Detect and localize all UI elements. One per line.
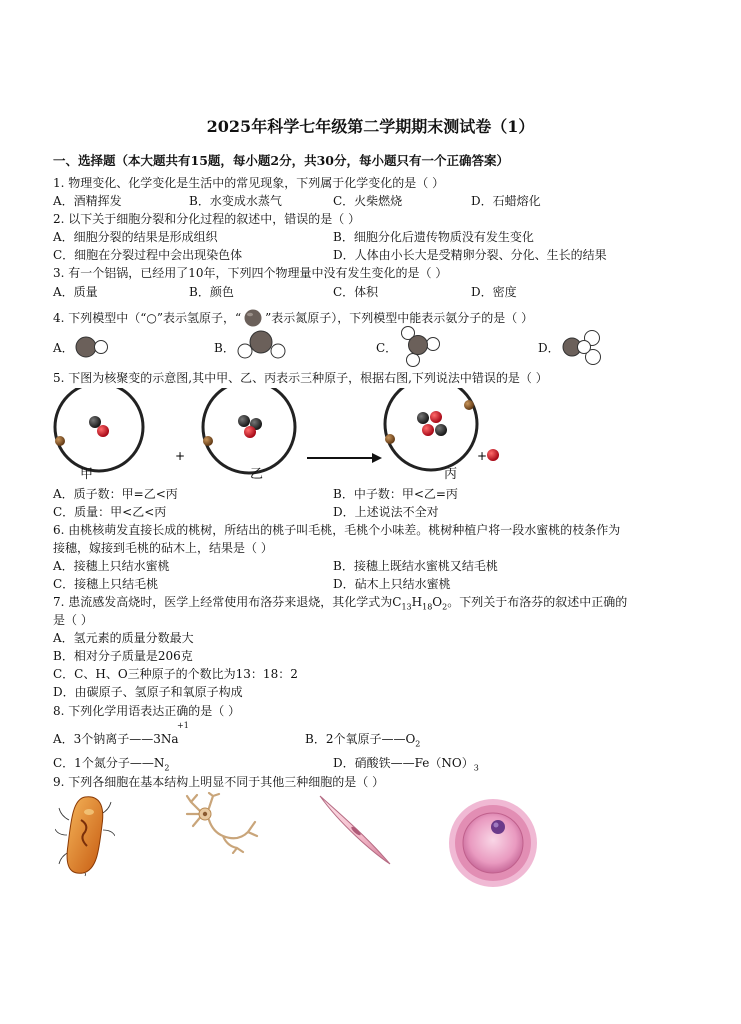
- question-1-stem: 1. 物理变化、化学变化是生活中的常见现象，下列属于化学变化的是（ ）: [53, 176, 445, 190]
- q6-option-c[interactable]: C．接穗上只结毛桃: [53, 577, 159, 591]
- plus-sign-1: +: [175, 449, 186, 463]
- section-heading: 一、选择题（本大题共有15题，每小题2分，共30分，每小题只有一个正确答案）: [53, 153, 509, 168]
- q7-option-b[interactable]: B．相对分子质量是206克: [53, 649, 193, 663]
- question-7-stem-line2: 是（ ）: [53, 613, 93, 627]
- q8-option-d-sub: 3: [473, 763, 479, 773]
- q5-option-a[interactable]: A．质子数：甲=乙<丙: [53, 487, 178, 501]
- atom-label-yi: 乙: [250, 467, 264, 482]
- molecule-model-c: [396, 324, 444, 368]
- q2-option-c[interactable]: C．细胞在分裂过程中会出现染色体: [53, 248, 243, 262]
- question-3-stem: 3. 有一个铝锅，已经用了10年，下列四个物理量中没有发生变化的是（ ）: [53, 266, 448, 280]
- q7-option-c[interactable]: C．C、H、O三种原子的个数比为13：18：2: [53, 667, 298, 681]
- formula-o: O: [432, 595, 443, 609]
- formula-sub-18: 18: [422, 602, 433, 612]
- q6-option-a[interactable]: A．接穗上只结水蜜桃: [53, 559, 170, 573]
- q8-option-b[interactable]: [305, 731, 420, 752]
- q8-option-c-text: C．1个氮分子——N: [53, 756, 165, 770]
- q1-option-a[interactable]: A．酒精挥发: [53, 194, 122, 208]
- q3-option-c[interactable]: C．体积: [333, 285, 379, 299]
- formula-sub-2: 2: [442, 602, 448, 612]
- q8-option-d-text: D．硝酸铁——Fe（NO）: [333, 756, 474, 770]
- q8-option-b-sub: 2: [415, 739, 421, 749]
- question-6-stem-line2: 接穗，嫁接到毛桃的砧木上，结果是（ ）: [53, 541, 273, 555]
- q8-option-c-sub: 2: [164, 763, 170, 773]
- molecule-model-a: [73, 334, 113, 360]
- q2-option-d[interactable]: D．人体由小长大是受精卵分裂、分化、生长的结果: [333, 248, 607, 262]
- q5-option-d[interactable]: D．上述说法不全对: [333, 505, 439, 519]
- q7-stem-part2: 。下列关于布洛芬的叙述中正确的: [447, 595, 628, 609]
- question-5-stem: 5. 下图为核聚变的示意图,其中甲、乙、丙表示三种原子，根据右图,下列说法中错误的是（ ）: [53, 371, 548, 385]
- muscle-cell-image: [318, 794, 392, 866]
- q4-option-c[interactable]: C．: [376, 341, 398, 355]
- q1-option-c[interactable]: C．火柴燃烧: [333, 194, 403, 208]
- molecule-model-b: [234, 328, 290, 362]
- question-4-stem: [53, 309, 533, 327]
- question-6-stem-line1: 6. 由桃核萌发直接长成的桃树，所结出的桃子叫毛桃，毛桃个小味差。桃树种植户将一段水蜜桃的枝条作为: [53, 523, 621, 537]
- nitrogen-atom-icon: [243, 309, 263, 327]
- q3-option-b[interactable]: B．颜色: [189, 285, 234, 299]
- q1-option-b[interactable]: B．水变成水蒸气: [189, 194, 282, 208]
- formula-sub-13: 13: [401, 602, 412, 612]
- q4-option-d[interactable]: D．: [538, 341, 560, 355]
- page-title: 2025年科学七年级第二学期期末测试卷（1）: [206, 117, 535, 136]
- atom-label-jia: 甲: [80, 467, 94, 482]
- q3-option-a[interactable]: A．质量: [53, 285, 98, 299]
- q2-option-a[interactable]: A．细胞分裂的结果是形成组织: [53, 230, 218, 244]
- sodium-charge-label: +1: [177, 721, 189, 730]
- bacterium-cell-image: [55, 790, 115, 880]
- q5-option-c[interactable]: C．质量：甲<乙<丙: [53, 505, 167, 519]
- q5-option-b[interactable]: B．中子数：甲<乙=丙: [333, 487, 458, 501]
- question-9-stem: 9. 下列各细胞在基本结构上明显不同于其他三种细胞的是（ ）: [53, 775, 385, 789]
- q4-option-a[interactable]: A．: [53, 341, 74, 355]
- plus-sign-2: +: [477, 449, 488, 463]
- q1-option-d[interactable]: D．石蜡熔化: [471, 194, 541, 208]
- q3-option-d[interactable]: D．密度: [471, 285, 517, 299]
- question-8-stem: 8. 下列化学用语表达正确的是（ ）: [53, 704, 241, 718]
- atom-label-bing: 丙: [444, 467, 458, 482]
- q7-stem-part1: 7. 患流感发高烧时，医学上经常使用布洛芬来退烧，其化学式为C: [53, 595, 402, 609]
- neuron-cell-image: [183, 792, 263, 854]
- formula-h: H: [411, 595, 423, 609]
- molecule-model-d: [558, 326, 606, 368]
- question-2-stem: 2. 以下关于细胞分裂和分化过程的叙述中，错误的是（ ）: [53, 212, 361, 226]
- egg-cell-image: [446, 796, 540, 890]
- q8-option-b-text: B．2个氧原子——O: [305, 732, 416, 746]
- q2-option-b[interactable]: B．细胞分化后遗传物质没有发生变化: [333, 230, 534, 244]
- q4-option-b[interactable]: B．: [214, 341, 235, 355]
- question-7-stem-line1: [53, 594, 627, 615]
- q4-stem-part2: ”表示氮原子），下列模型中能表示氨分子的是（ ）: [265, 311, 534, 325]
- q4-stem-part1: 4. 下列模型中（“○”表示氢原子，“: [53, 311, 242, 325]
- q8-option-a[interactable]: A．3个钠离子——3Na: [53, 732, 179, 746]
- q7-option-a[interactable]: A．氢元素的质量分数最大: [53, 631, 194, 645]
- q6-option-b[interactable]: B．接穗上既结水蜜桃又结毛桃: [333, 559, 498, 573]
- q6-option-d[interactable]: D．砧木上只结水蜜桃: [333, 577, 451, 591]
- q7-option-d[interactable]: D．由碳原子、氢原子和氧原子构成: [53, 685, 243, 699]
